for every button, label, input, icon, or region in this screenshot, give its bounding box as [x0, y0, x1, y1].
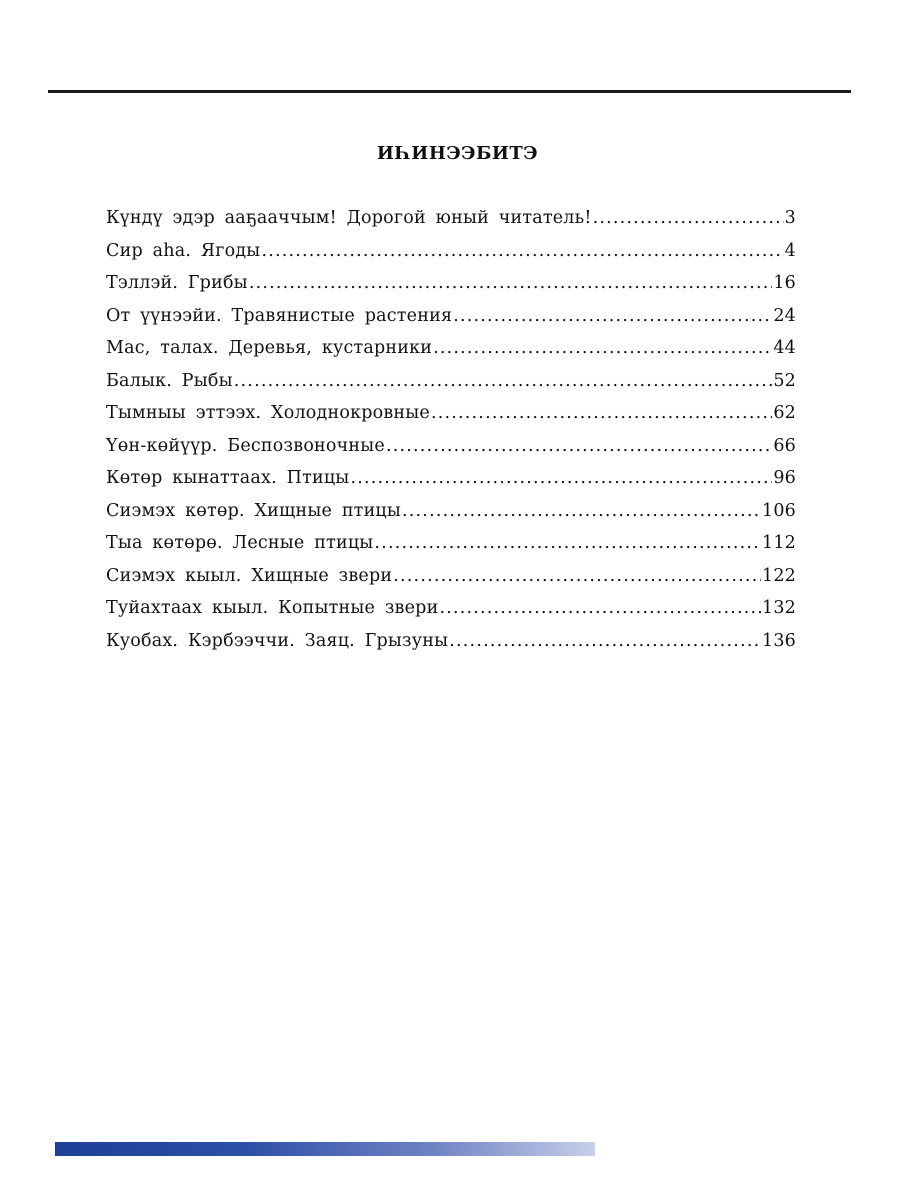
toc-entry-title: Көтөр кынаттаах. Птицы: [106, 468, 350, 488]
toc-dot-leader: [439, 598, 761, 618]
toc-page-number: 132: [761, 598, 796, 618]
toc-entry: [106, 436, 796, 469]
toc-entry: [106, 306, 796, 339]
toc-page-number: 4: [784, 240, 796, 261]
toc-entry: [106, 631, 796, 664]
toc-entry-title: Үөн-көйүүр. Беспозвоночные: [106, 435, 385, 456]
toc-entry-title: Балык. Рыбы: [106, 370, 233, 391]
toc-page-number: 52: [773, 370, 796, 391]
toc-page-number: 106: [761, 500, 796, 521]
toc-entry: [106, 533, 796, 566]
toc-dot-leader: [374, 533, 761, 553]
toc-dot-leader: [234, 371, 773, 391]
toc-page-number: 96: [773, 468, 796, 488]
toc-entry: [106, 501, 796, 534]
toc-page-number: 24: [773, 305, 796, 326]
header-rule: [48, 90, 851, 93]
toc-page-number: 122: [761, 565, 796, 586]
toc-entry: [106, 208, 796, 241]
toc-page-number: 136: [761, 630, 796, 651]
toc-dot-leader: [393, 566, 761, 586]
toc-dot-leader: [249, 273, 773, 293]
toc-entry: [106, 241, 796, 274]
toc-entry-title: Сиэмэх кыыл. Хищные звери: [106, 565, 393, 586]
toc-dot-leader: [433, 338, 772, 358]
toc-dot-leader: [261, 241, 783, 261]
page-title: ИҺИНЭЭБИТЭ: [376, 143, 539, 164]
footer-gradient-bar: [55, 1142, 595, 1156]
toc-entry: [106, 403, 796, 436]
toc-dot-leader: [350, 468, 772, 488]
toc-entry: [106, 273, 796, 306]
table-of-contents: [106, 208, 796, 663]
toc-entry-title: Тымныы эттээх. Холоднокровные: [106, 403, 430, 423]
toc-entry: [106, 566, 796, 599]
toc-entry: [106, 371, 796, 404]
toc-entry: [106, 468, 796, 501]
toc-page-number: 3: [784, 208, 796, 228]
toc-entry-title: От үүнээйи. Травянистые растения: [106, 305, 453, 326]
toc-entry: [106, 338, 796, 371]
toc-dot-leader: [431, 403, 772, 423]
toc-entry-title: Тыа көтөрө. Лесные птицы: [106, 533, 374, 553]
toc-entry-title: Мас, талах. Деревья, кустарники: [106, 338, 433, 358]
toc-entry: [106, 598, 796, 631]
toc-entry-title: Куобах. Кэрбээччи. Заяц. Грызуны: [106, 630, 449, 651]
toc-page-number: 16: [773, 273, 796, 293]
toc-dot-leader: [453, 306, 772, 326]
toc-entry-title: Сир аһа. Ягоды: [106, 240, 261, 261]
toc-dot-leader: [449, 631, 761, 651]
toc-page-number: 62: [773, 403, 796, 423]
toc-entry-title: Туйахтаах кыыл. Копытные звери: [106, 598, 439, 618]
toc-entry-title: Күндү эдэр ааҕааччым! Дорогой юный читатель!: [106, 208, 592, 228]
toc-dot-leader: [386, 436, 772, 456]
toc-dot-leader: [402, 501, 761, 521]
toc-entry-title: Сиэмэх көтөр. Хищные птицы: [106, 500, 402, 521]
toc-page-number: 112: [761, 533, 796, 553]
toc-page-number: 66: [773, 435, 796, 456]
toc-entry-title: Тэллэй. Грибы: [106, 273, 248, 293]
toc-dot-leader: [593, 208, 784, 228]
toc-page-number: 44: [773, 338, 796, 358]
